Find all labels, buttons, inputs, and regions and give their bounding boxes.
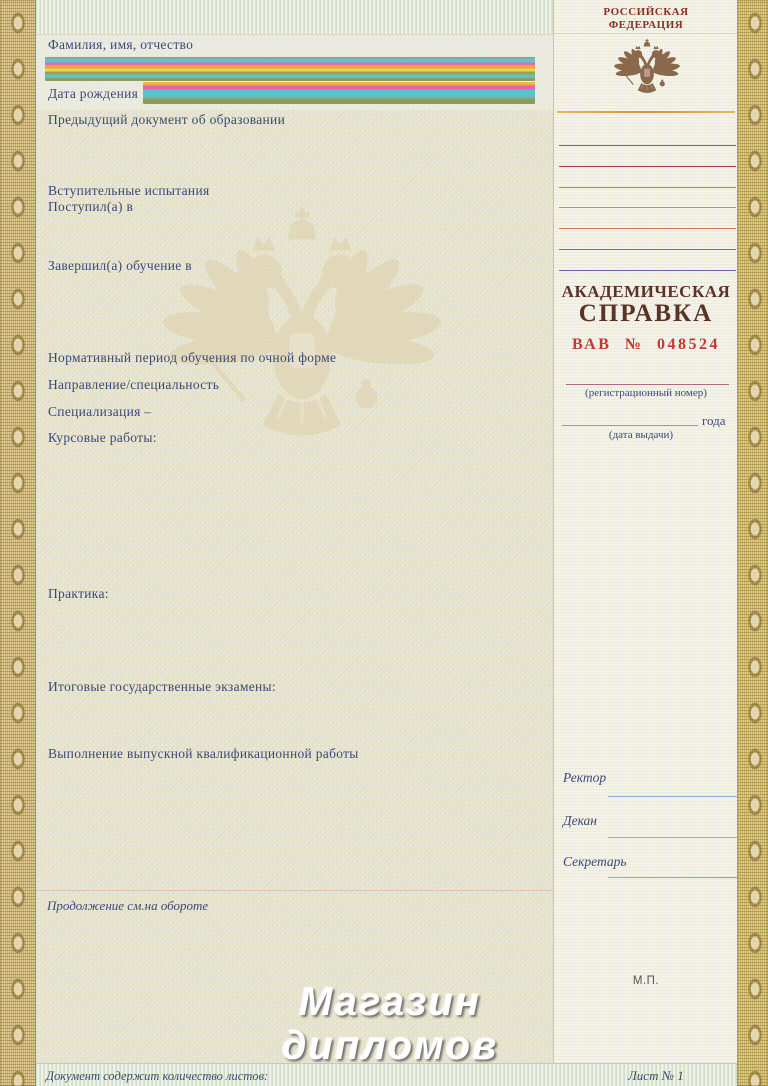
sheet-number: Лист № 1 [628,1068,684,1083]
shop-watermark-line2: дипломов [281,1024,499,1068]
institution-rule-line [559,166,736,167]
field-label-enrolled: Поступил(а) в [48,199,134,214]
shop-watermark-line1: Магазин [298,980,482,1024]
field-label-coursework: Курсовые работы: [48,430,157,445]
field-label-state-exams: Итоговые государственные экзамены: [48,679,276,694]
right-guilloche-border [737,0,768,1086]
registration-number-caption: (регистрационный номер) [585,387,707,399]
top-security-band [36,0,553,35]
year-word: года [702,413,726,428]
dean-signature-line [608,837,738,838]
institution-rule-line [559,207,736,208]
seal-place-mark: М.П. [632,975,660,987]
field-label-practice: Практика: [48,586,109,601]
certificate-title-line1: АКАДЕМИЧЕСКАЯ [561,282,731,301]
continuation-note: Продолжение см.на обороте [47,898,209,913]
issue-date-caption: (дата выдачи) [608,429,674,441]
field-label-specialization: Специализация – [48,404,152,419]
header-divider [554,33,738,34]
field-label-previous-document: Предыдущий документ об образовании [48,112,286,127]
institution-rule-line [559,270,736,271]
rector-signature-line [608,796,738,797]
left-guilloche-border [0,0,36,1086]
field-label-thesis: Выполнение выпускной квалификационной работы [48,746,359,761]
dean-label: Декан [563,813,598,828]
certificate-title-line2: СПРАВКА [578,300,714,327]
field-label-specialty: Направление/специальность [48,377,220,392]
rector-label: Ректор [563,770,607,785]
section-divider [36,890,553,891]
institution-rule-line [559,187,736,188]
certificate-title-column [553,0,738,1063]
issue-date-line [562,425,698,426]
registration-number-line [566,384,729,385]
russian-coat-of-arms-icon [605,38,689,112]
field-label-fio: Фамилия, имя, отчество [48,37,194,52]
certificate-title [554,283,738,327]
field-label-birth-date: Дата рождения [48,86,139,101]
institution-rule-line [559,228,736,229]
secretary-signature-line [608,877,738,878]
hologram-stripe-1 [45,57,535,81]
institution-rule-line [559,249,736,250]
shop-watermark [245,980,535,1068]
series-number: ВАВ № 048524 [572,336,720,353]
hologram-stripe-2 [143,82,535,104]
field-label-study-period: Нормативный период обучения по очной форме [48,350,337,365]
field-label-entrance-exams: Вступительные испытания [48,183,210,198]
institution-rule-line [559,145,736,146]
field-label-finished: Завершил(а) обучение в [48,258,192,273]
country-name [554,6,738,32]
sheets-count-label: Документ содержит количество листов: [46,1069,269,1083]
emblem-divider [557,111,735,113]
country-line1: РОССИЙСКАЯ [603,6,689,18]
country-line2: ФЕДЕРАЦИЯ [608,19,684,31]
secretary-label: Секретарь [563,854,627,869]
